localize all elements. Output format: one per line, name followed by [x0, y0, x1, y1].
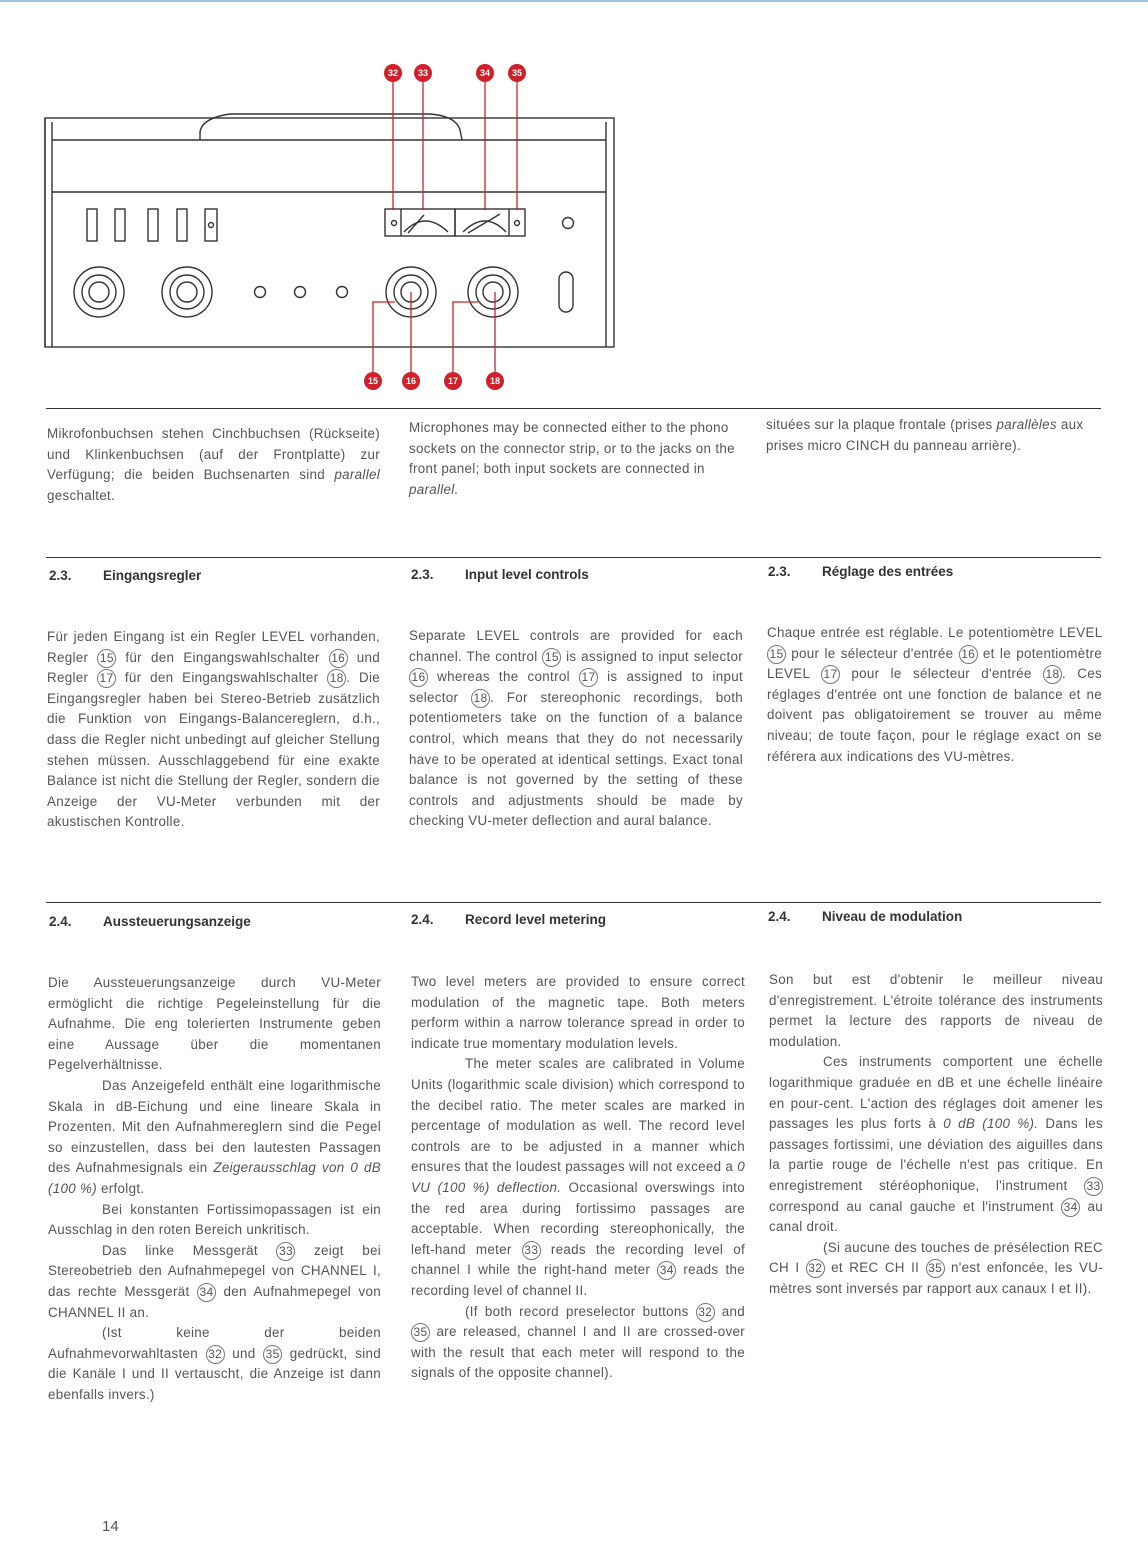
key-button [177, 209, 187, 241]
callout-label: 17 [447, 376, 459, 386]
sec23-de-text: Für jeden Eingang ist ein Regler LEVEL vorhanden, Regler 15 für den Eingangswahlschalter 16 und Regler 17 für den Eingangswahlschalter 18 . Die Eingangsregler haben bei Stereo-Betrieb zusätzlich die Funktion von Eingangs-Balancereglern, d.h., dass die Regler nicht unbedingt auf gleicher Stellung stehen müssen. Ausschlaggebend für eine exakte Balance ist nicht die Stellung der Regler, sondern die Anzeige der VU-Meter verbunden mit der akustischen Kontrolle. [47, 629, 380, 830]
divider [46, 408, 1101, 409]
sec24-fr-text: Son but est d'obtenir le meilleur niveau d'enregistrement. L'étroite tolérance des instruments permet la lecture des rapports de niveau de modulation. Ces instruments comportent une échelle logarithmique graduée en dB et une échelle linéaire en pour-cent. L'action des réglages doit amener les passages les plus forts à 0 dB (100 %). Dans les passages fortissimi, une déviation des aiguilles dans la partie rouge de l'échelle n'est pas critique. En enregistrement stéréophonique, l'instrument 33 correspond au canal gauche et l'instrument 34 au canal droit. (Si aucune des touches de présélection REC CH I 32 et REC CH II 35 n'est enfoncée, les VU-mètres sont inversés par rapport aux canaux I et II). [769, 972, 1103, 1296]
intro-de: Mikrofonbuchsen stehen Cinchbuchsen (Rückseite) und Klinkenbuchsen (auf der Frontplatte) zur Verfügung; die beiden Buchsenarten sind parallel geschaltet. [47, 426, 380, 503]
key-button [148, 209, 158, 241]
power-switch [559, 272, 573, 312]
divider [46, 557, 1101, 558]
intro-fr: situées sur la plaque frontale (prises parallèles aux prises micro CINCH du panneau arrière). [766, 417, 1084, 453]
indicator-lamp [563, 218, 574, 229]
callout-label: 32 [387, 68, 399, 78]
section-heading-de: 2.4. Aussteuerungsanzeige [49, 914, 251, 929]
sec23-en-text: Separate LEVEL controls are provided for each channel. The control 15 is assigned to input selector 16 whereas the control 17 is assigned to input selector 18 . For stereophonic recordings, both potentiometers take on the function of a balance control, which means that they do not necessarily have to be operated at identical settings. Exact tonal balance is not governed by the setting of these controls and adjustments should be made by checking VU-meter deflection and aural balance. [409, 628, 743, 829]
callout-label: 18 [489, 376, 501, 386]
callout-label: 15 [367, 376, 379, 386]
section-heading-en: 2.4. Record level metering [411, 912, 607, 927]
sec23-fr-text: Chaque entrée est réglable. Le potentiomètre LEVEL 15 pour le sélecteur d'entrée 16 et le potentiomètre LEVEL 17 pour le sélecteur d'entrée 18 . Ces réglages d'entrée ont une fonction de balance et ne doivent pas obligatoirement se trouver au même niveau; de toute façon, pour le réglage exact on se référera aux indications des VU-mètres. [767, 625, 1102, 764]
sec24-de-text: Die Aussteuerungsanzeige durch VU-Meter ermöglicht die richtige Pegeleinstellung für die Aufnahme. Die eng tolerierten Instrumente geben eine Aussage über die momentanen Pegelverhältnisse. Das Anzeigefeld enthält eine logarithmische Skala in dB-Eichung und eine lineare Skala in Prozenten. Mit den Aufnahmereglern sind die Pegel so einzustellen, dass bei den lautesten Passagen des Aufnahmesignals ein Zeigerausschlag von 0 dB (100 %) erfolgt. Bei konstanten Fortissimopassagen ist ein Ausschlag in den roten Bereich unkritisch. Das linke Messgerät 33 zeigt bei Stereobetrieb den Aufnahmepegel von CHANNEL I, das rechte Messgerät 34 den Aufnahmepegel von CHANNEL II an. (Ist keine der beiden Aufnahmevorwahltasten 32 und 35 gedrückt, sind die Kanäle I und II vertauscht, die Anzeige ist dann ebenfalls invers.) [48, 975, 381, 1402]
divider [46, 902, 1101, 903]
key-button [115, 209, 125, 241]
page-number: 14 [102, 1518, 119, 1535]
device-outline [45, 118, 614, 347]
callout-label: 34 [479, 68, 491, 78]
callout-label: 16 [405, 376, 417, 386]
section-heading-fr: 2.3. Réglage des entrées [768, 564, 954, 579]
key-button [87, 209, 97, 241]
vu-meter-left [385, 209, 455, 236]
section-heading-en: 2.3. Input level controls [411, 567, 589, 582]
intro-en: Microphones may be connected either to the phono sockets on the connector strip, or to the jacks on the front panel; both input sockets are connected in parallel. [409, 420, 735, 497]
sec24-en-text: Two level meters are provided to ensure correct modulation of the magnetic tape. Both meters perform within a narrow tolerance spread in order to indicate true momentary modulation levels. The meter scales are calibrated in Volume Units (logarithmic scale division) which correspond to the decibel ratio. The meter scales are marked in percentage of modulation as well. The record level controls are to be adjusted in a manner which ensures that the loudest passages will not exceed a 0 VU (100 %) deflection. Occasional overswings into the red area during fortissimo passages are acceptable. When recording stereophonically, the left-hand meter 33 reads the recording level of channel I while the right-hand meter 34 reads the recording level of channel II. (If both record preselector buttons 32 and 35 are released, channel I and II are crossed-over with the result that each meter will respond to the signals of the opposite channel). [411, 974, 745, 1381]
callout-label: 33 [417, 68, 429, 78]
callout-label: 35 [511, 68, 523, 78]
section-heading-de: 2.3. Eingangsregler [49, 568, 202, 583]
section-heading-fr: 2.4. Niveau de modulation [768, 909, 963, 924]
key-button [205, 209, 217, 241]
front-panel-diagram [0, 0, 1148, 400]
